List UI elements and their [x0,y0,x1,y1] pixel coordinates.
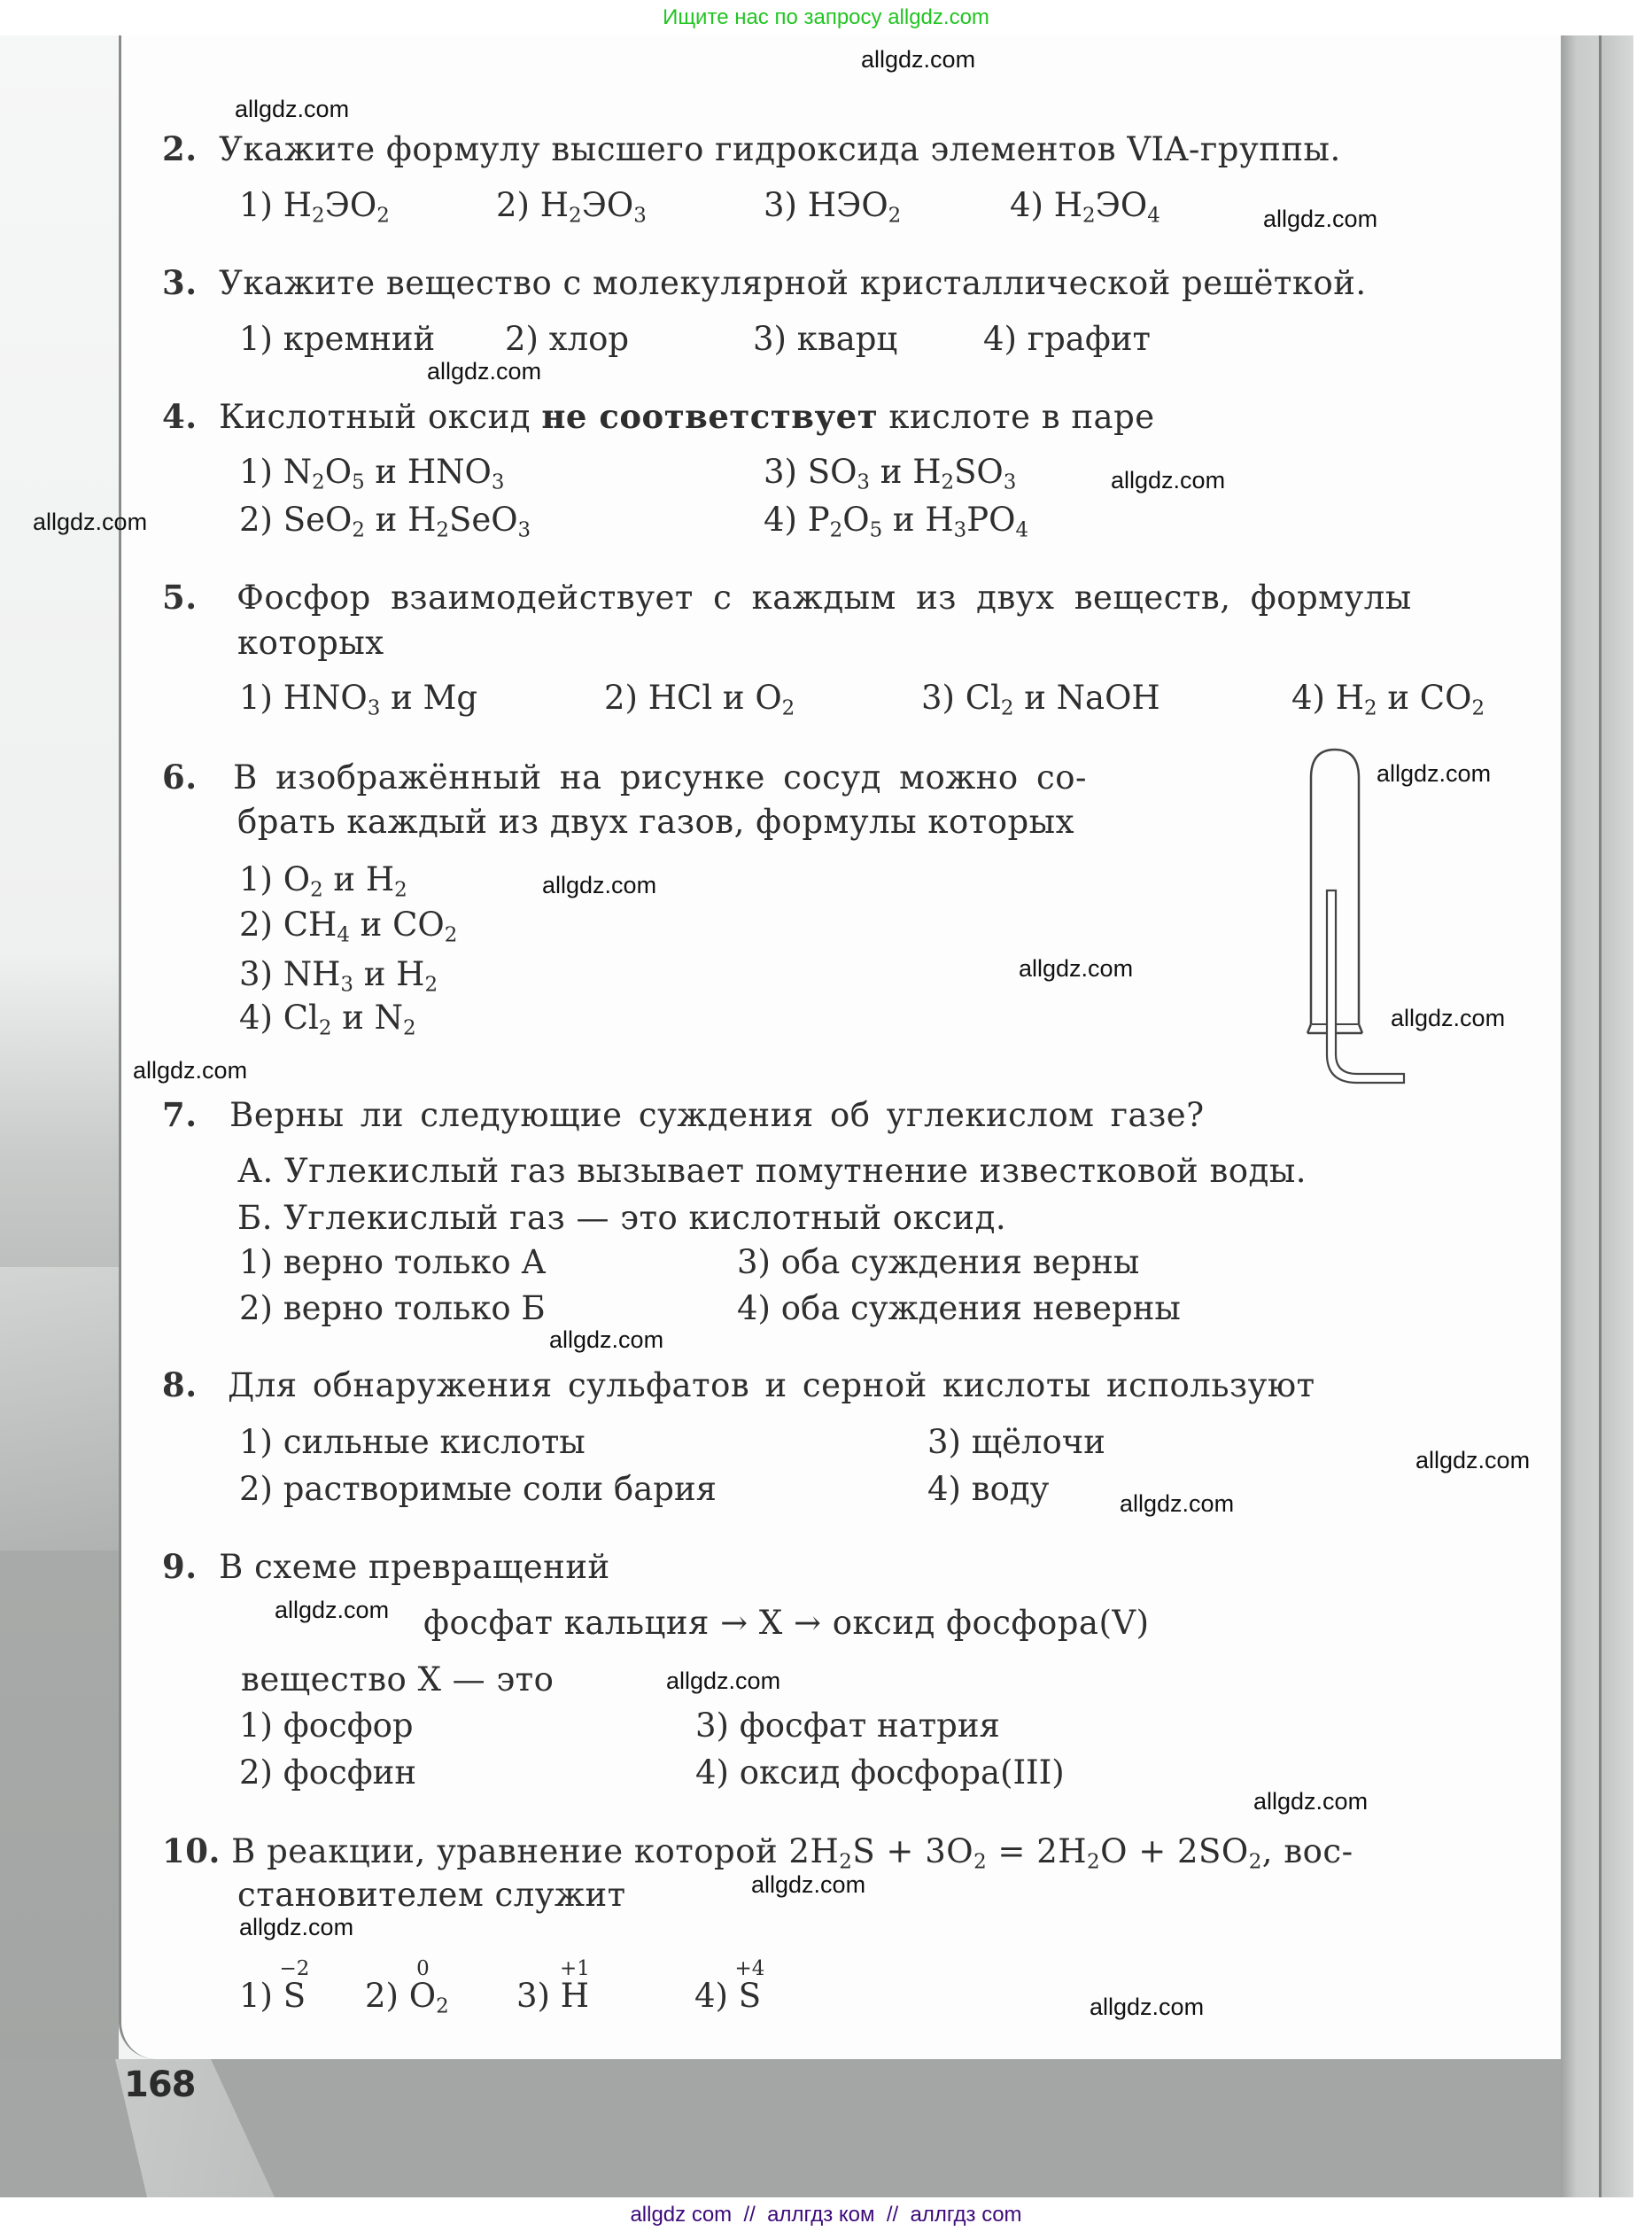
q6-option-2: 2) $CH_4$ и $CO_2$ [239,906,458,947]
question-text: Укажите формулу высшего гидроксида элементов VIA-группы. [219,130,1341,168]
watermark: allgdz.com [549,1326,664,1353]
watermark: allgdz.com [427,358,542,385]
question-10 [162,1831,1353,1874]
question-text: Кислотный оксид [219,398,531,436]
species: S [283,1977,306,2015]
watermark: allgdz.com [1253,1788,1369,1815]
q3-option-2: 2) хлор [505,320,630,358]
question-text: В реакции, уравнение которой [231,1832,779,1870]
watermark: allgdz.com [133,1057,248,1084]
question-text: В схеме превращений [219,1548,610,1586]
q3-option-4: 4) графит [983,320,1151,358]
q7-statement-a: А. Углекислый газ вызывает помутнение известковой воды. [237,1152,1307,1190]
q4-option-1: 1) $N_2O_5$ и $HNO_3$ [239,453,505,494]
q9-option-3: 3) фосфат натрия [695,1706,1000,1745]
question-text: Укажите вещество с молекулярной кристаллической решёткой. [219,264,1367,302]
q7-option-2: 2) верно только Б [239,1289,546,1327]
q2-option-4: 4) $H_2ЭO_4$ [1010,186,1160,228]
q2-option-2: 2) $H_2ЭO_3$ [496,186,647,228]
watermark: allgdz.com [542,872,657,898]
q9-option-4: 4) оксид фосфора(III) [695,1753,1065,1792]
q8-option-2: 2) растворимые соли бария [239,1470,717,1508]
q4-option-2: 2) SeO$_2$ и $H_2SeO_3$ [239,501,531,542]
watermark: allgdz.com [235,96,350,122]
option-label: 3) [516,1977,550,2015]
q9-option-1: 1) фосфор [239,1706,414,1745]
question-text: , вос- [1261,1832,1353,1870]
q6-option-1: 1) $O_2$ и $H_2$ [239,860,407,902]
right-edge-white [1633,35,1652,2197]
right-edge-band [1561,35,1600,2197]
question-7 [162,1095,1205,1134]
q6-option-3: 3) $NH_3$ и $H_2$ [239,955,438,997]
watermark: allgdz.com [239,1914,354,1940]
q10-equation: $2H_2S + 3O_2 = 2H_2O + 2SO_2$ [788,1832,1262,1874]
q7-option-3: 3) оба суждения верны [737,1243,1140,1281]
q10-option-3 [516,1957,590,2015]
q10-option-4 [694,1957,765,2015]
q10-option-1 [239,1957,310,2015]
q9-text-after: вещество X — это [241,1660,555,1699]
watermark: allgdz.com [751,1871,866,1898]
question-5-line-2: которых [237,624,384,662]
q5-option-4: 4) $H_2$ и $CO_2$ [1291,679,1485,720]
q4-option-3: 3) $SO_3$ и $H_2SO_3$ [764,453,1017,494]
question-text: Фосфор взаимодействует с каждым из двух веществ, формулы [237,579,1412,617]
question-number: 9. [162,1547,198,1586]
watermark: allgdz.com [1391,1005,1506,1031]
oxidation-state: −2 [279,1957,310,1981]
option-label: 4) [694,1977,728,2015]
watermark: allgdz.com [1019,955,1134,982]
q4-option-4: 4) $P_2O_5$ и $H_3PO_4$ [764,501,1029,542]
question-9 [162,1547,610,1586]
banner-text: Ищите нас по запросу allgdz.com [663,5,989,29]
right-edge-band-2 [1602,35,1633,2197]
top-banner [0,0,1652,35]
q2-option-3: 3) $HЭO_2$ [764,186,902,228]
question-text: В изображённый на рисунке сосуд можно со- [233,758,1087,797]
question-text: Для обнаружения сульфатов и серной кислоты используют [228,1366,1315,1404]
test-tube-figure-icon [1293,744,1444,1099]
q9-option-2: 2) фосфин [239,1753,416,1792]
oxidation-state: 0 [416,1957,430,1981]
question-number: 3. [162,263,198,302]
q5-option-1: 1) $HNO_3$ и Mg [239,679,478,720]
question-text: кислоте в паре [888,398,1155,436]
bottom-footer [0,2197,1652,2239]
question-number: 7. [162,1095,198,1134]
question-number: 8. [162,1365,198,1404]
option-label: 2) [365,1977,399,2015]
watermark: allgdz.com [1090,1994,1205,2020]
option-label: 1) [239,1977,273,2015]
q5-option-3: 3) $Cl_2$ и NaOH [921,679,1160,720]
q8-option-1: 1) сильные кислоты [239,1423,586,1461]
question-2 [162,129,1341,168]
q7-statement-b: Б. Углекислый газ — это кислотный оксид. [237,1199,1007,1237]
q5-option-2: 2) HCl и $O_2$ [604,679,795,720]
q9-scheme: фосфат кальция → X → оксид фосфора(V) [423,1604,1150,1642]
question-10-line-2: становителем служит [237,1876,626,1914]
question-number: 4. [162,397,198,436]
footer-text: allgdz com // аллгдз ком // аллгдз com [630,2203,1022,2227]
question-text: Верны ли следующие суждения об углекислом газе? [229,1096,1205,1134]
watermark: allgdz.com [1415,1447,1531,1473]
q3-option-1: 1) кремний [239,320,436,358]
oxidation-state: +4 [734,1957,765,1981]
left-margin [0,35,119,2073]
watermark: allgdz.com [1120,1490,1235,1517]
question-number: 6. [162,758,198,797]
q7-option-1: 1) верно только А [239,1243,547,1281]
species: S [738,1977,762,2015]
watermark: allgdz.com [33,509,148,535]
q6-option-4: 4) $Cl_2$ и $N_2$ [239,999,416,1040]
question-6 [162,758,1087,797]
watermark: allgdz.com [1377,760,1492,787]
watermark: allgdz.com [1111,467,1226,494]
q8-option-4: 4) воду [927,1470,1050,1508]
left-margin-shadow [0,1267,119,1551]
q10-option-2: 2) 0 $O_2$ [365,1957,449,2018]
q7-option-4: 4) оба суждения неверны [737,1289,1181,1327]
question-number: 2. [162,129,198,168]
page-number: 168 [124,2064,196,2105]
question-text-emphasis: не соответствует [541,397,879,436]
question-number: 10. [162,1831,221,1870]
question-8 [162,1365,1315,1404]
q3-option-3: 3) кварц [753,320,898,358]
question-number: 5. [162,578,198,617]
species: H [560,1977,590,2015]
watermark: allgdz.com [275,1597,390,1623]
question-5 [162,578,1412,617]
question-3 [162,263,1367,302]
oxidation-state: +1 [559,1957,590,1981]
q8-option-3: 3) щёлочи [927,1423,1105,1461]
watermark: allgdz.com [666,1668,781,1694]
question-4 [162,397,1155,436]
watermark: allgdz.com [861,46,976,73]
q2-option-1: 1) $H_2ЭO_2$ [239,186,390,228]
question-6-line-2: брать каждый из двух газов, формулы которых [237,803,1074,841]
watermark: allgdz.com [1263,206,1378,232]
